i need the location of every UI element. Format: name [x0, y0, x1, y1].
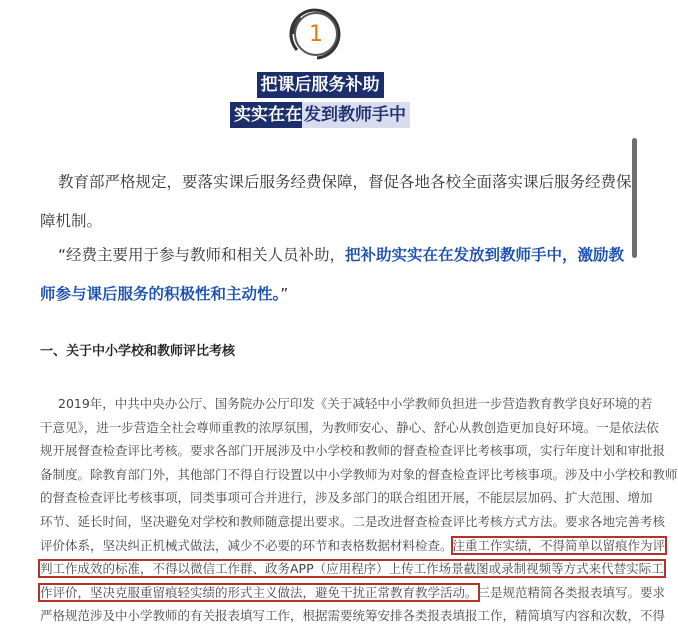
quote-line-2 [40, 275, 610, 314]
highlight-box-3: 作评价，坚决克服重留痕轻实绩的形式主义做法，避免干扰正常教育教学活动。 [40, 584, 478, 600]
body-line-7-pre: 评价体系，坚决纠正机械式做法，减少不必要的环节和表格数据材料检查。 [40, 537, 453, 553]
title-line-1 [0, 72, 640, 98]
body-line: 规开展督查检查评比考核。要求各部门开展涉及中小学校和教师的督查检查评比考核事项，实行年度计划和审批报 [40, 443, 666, 459]
highlight-box-1: 注重工作实绩，不得简单以留痕作为评 [452, 537, 666, 553]
badge-number: 1 [294, 12, 338, 56]
body-line-8 [40, 557, 664, 581]
highlight-box-2: 判工作成效的标准，不得以微信工作群、政务APP（应用程序）上传工作场景截图或录制视频等方式来代替实际工 [40, 561, 664, 577]
intro-line-2: 障机制。 [40, 212, 103, 230]
title-line-2 [0, 102, 640, 128]
body-line: 严格规范涉及中小学教师的有关报表填写工作，根据需要统筹安排各类报表填报工作，精简填写内容和次数，不得 [40, 608, 666, 624]
scrollbar[interactable] [630, 0, 638, 635]
intro-line-1: 教育部严格规定，要落实课后服务经费保障，督促各地各校全面落实课后服务经费保 [58, 173, 632, 191]
body-line: 的督查检查评比考核事项，同类事项可合并进行，涉及多部门的联合组团开展，不能层层加码、扩大范围、增加 [40, 490, 653, 506]
quote-line-1 [40, 236, 625, 275]
quote-paragraph [40, 236, 625, 314]
body-line-7 [40, 534, 666, 558]
quote-accent-1: 把补助实实在在发放到教师手中，激励教 [345, 246, 625, 264]
body-line: 2019年，中共中央办公厅、国务院办公厅印发《关于减轻中小学教师负担进一步营造教育教学良好环境的若 [58, 396, 653, 411]
badge [287, 6, 347, 64]
body-line: 干意见》，进一步营造全社会尊师重教的浓厚氛围，为教师安心、静心、舒心从教创造更加良好环境。一是依法依 [40, 419, 659, 435]
quote-accent-2: 师参与课后服务的积极性和主动性。 [40, 285, 281, 303]
quote-end: ” [280, 285, 289, 303]
body-paragraph [40, 392, 678, 628]
body-line-9-post: 三是规范精简各类报表填写。要求 [477, 584, 666, 600]
title-highlight: 实实在在 [230, 102, 302, 128]
quote-plain: “经费主要用于参与教师和相关人员补助， [58, 246, 346, 264]
body-line: 备制度。除教育部门外，其他部门不得自行设置以中小学教师为对象的督查检查评比考核事项。涉及中小学校和教师 [40, 466, 678, 482]
section-heading: 一、关于中小学校和教师评比考核 [40, 344, 236, 359]
scrollbar-thumb[interactable] [632, 138, 637, 258]
intro-paragraph [40, 163, 632, 241]
body-line-9 [40, 581, 666, 605]
title-text-2: 发到教师手中 [302, 102, 410, 128]
body-line: 环节、延长时间，坚决避免对学校和教师随意提出要求。二是改进督查检查评比考核方式方法。要求各地完善考核 [40, 513, 666, 529]
title-text-1: 把课后服务补助 [257, 72, 384, 98]
